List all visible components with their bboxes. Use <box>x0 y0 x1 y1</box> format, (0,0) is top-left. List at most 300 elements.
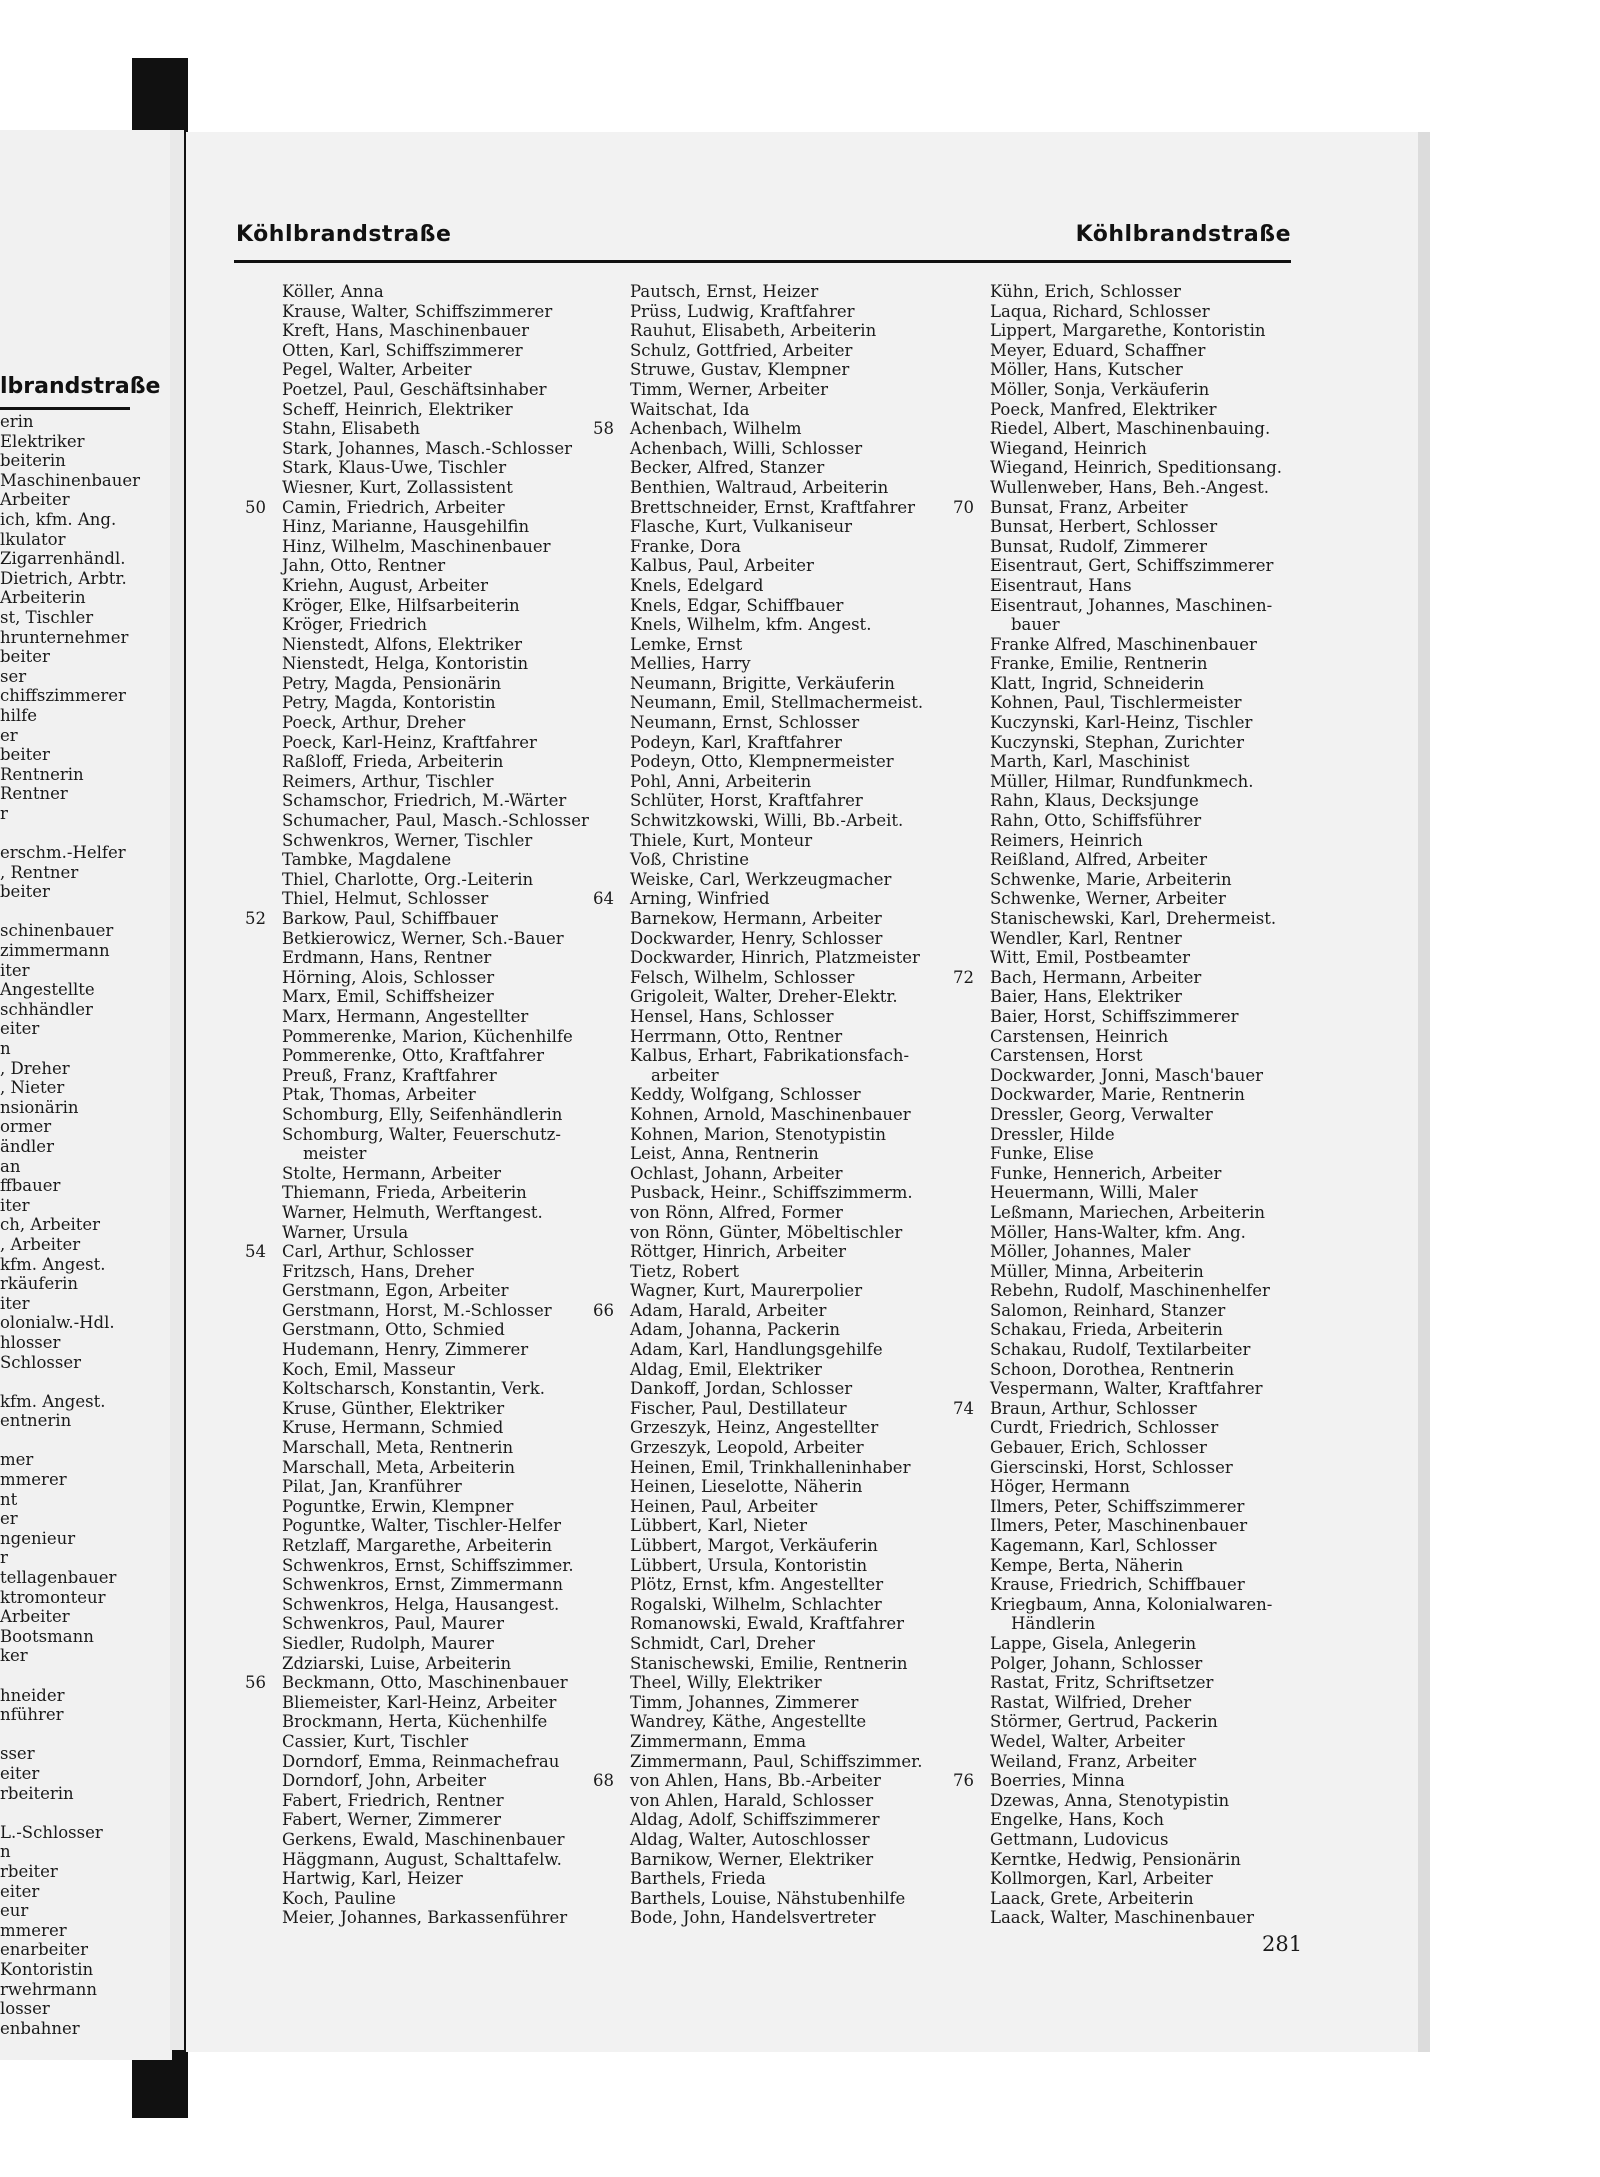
directory-entry <box>953 1771 1282 1791</box>
resident-name: Rahn, Klaus, Decksjunge <box>990 791 1199 811</box>
resident-name: Fabert, Friedrich, Rentner <box>282 1790 504 1810</box>
resident-name: Schwenke, Werner, Arbeiter <box>990 889 1226 909</box>
directory-entry <box>282 1830 589 1850</box>
directory-entry <box>630 674 923 694</box>
directory-entry <box>282 1712 589 1732</box>
house-number: 76 <box>953 1771 974 1791</box>
directory-entry <box>282 596 589 616</box>
resident-name: Kempe, Berta, Näherin <box>990 1555 1184 1575</box>
resident-name: Knels, Edgar, Schiffbauer <box>630 595 844 615</box>
left-page-line: er <box>0 1509 18 1529</box>
resident-name: Retzlaff, Margarethe, Arbeiterin <box>282 1536 553 1555</box>
resident-name: Grzeszyk, Heinz, Angestellter <box>630 1418 879 1438</box>
resident-name: Timm, Werner, Arbeiter <box>630 379 828 399</box>
left-page-line: hrunternehmer <box>0 627 129 647</box>
resident-name: Kalbus, Erhart, Fabrikationsfach- <box>630 1046 910 1066</box>
left-page-line: ändler <box>0 1136 54 1156</box>
resident-name: Weiland, Franz, Arbeiter <box>990 1751 1197 1771</box>
resident-name: Kröger, Friedrich <box>282 615 428 635</box>
directory-entry <box>630 537 923 557</box>
left-page-line: losser <box>0 1999 50 2019</box>
left-page-line: , Rentner <box>0 862 79 882</box>
resident-name: Heinen, Paul, Arbeiter <box>630 1496 818 1516</box>
left-page-line: , Dreher <box>0 1058 70 1078</box>
left-page-line: iter <box>0 1195 30 1215</box>
resident-name: Becker, Alfred, Stanzer <box>630 458 825 478</box>
resident-name: Krause, Walter, Schiffszimmerer <box>282 301 553 321</box>
resident-name: Podeyn, Karl, Kraftfahrer <box>630 732 842 752</box>
resident-name: Rastat, Fritz, Schriftsetzer <box>990 1673 1214 1693</box>
resident-name: Struwe, Gustav, Klempner <box>630 360 850 380</box>
resident-name: Wagner, Kurt, Maurerpolier <box>630 1281 863 1301</box>
left-page-line: ngenieur <box>0 1528 76 1548</box>
directory-entry <box>990 1712 1282 1732</box>
resident-name: Schwenkros, Ernst, Schiffszimmer. <box>282 1555 574 1575</box>
resident-name: Eisentraut, Hans <box>990 575 1132 595</box>
resident-name: Kruse, Hermann, Schmied <box>282 1418 504 1438</box>
directory-entry <box>282 576 589 596</box>
directory-entry <box>990 1752 1282 1772</box>
directory-entry <box>990 341 1282 361</box>
resident-name: Poetzel, Paul, Geschäftsinhaber <box>282 379 547 399</box>
resident-name: Brockmann, Herta, Küchenhilfe <box>282 1712 548 1732</box>
resident-name: Bode, John, Handelsvertreter <box>630 1908 876 1928</box>
directory-entry <box>990 419 1282 439</box>
resident-name: Betkierowicz, Werner, Sch.-Bauer <box>282 928 564 948</box>
directory-entry <box>990 1183 1282 1203</box>
resident-name: Nienstedt, Alfons, Elektriker <box>282 634 522 654</box>
directory-entry <box>630 1320 923 1340</box>
directory-entry <box>630 341 923 361</box>
resident-name: Grigoleit, Walter, Dreher-Elektr. <box>630 987 898 1007</box>
directory-entry <box>282 1105 589 1125</box>
directory-entry <box>282 478 589 498</box>
left-page-line: Rentnerin <box>0 764 84 784</box>
directory-column-3 <box>953 282 1283 1928</box>
resident-name: Vespermann, Walter, Kraftfahrer <box>990 1379 1263 1399</box>
directory-entry <box>282 693 589 713</box>
directory-entry <box>990 1144 1282 1164</box>
directory-entry <box>990 1418 1282 1438</box>
directory-entry <box>630 498 923 518</box>
directory-column-1 <box>245 282 589 1928</box>
directory-entry <box>630 1046 923 1066</box>
left-page-line <box>0 1372 140 1392</box>
resident-name: Fabert, Werner, Zimmerer <box>282 1810 502 1830</box>
directory-entry <box>630 1027 923 1047</box>
resident-name: Lemke, Ernst <box>630 634 743 654</box>
directory-entry <box>990 1027 1282 1047</box>
resident-name: Camin, Friedrich, Arbeiter <box>282 497 505 517</box>
directory-entry <box>593 889 923 909</box>
directory-entry <box>282 1203 589 1223</box>
resident-name: Petry, Magda, Pensionärin <box>282 673 502 693</box>
resident-name: Preuß, Franz, Kraftfahrer <box>282 1065 497 1085</box>
directory-entry <box>990 360 1282 380</box>
directory-entry <box>282 1791 589 1811</box>
resident-name: Dockwarder, Hinrich, Platzmeister <box>630 948 920 968</box>
directory-entry <box>630 831 923 851</box>
directory-entry <box>282 321 589 341</box>
resident-name: Gettmann, Ludovicus <box>990 1829 1169 1849</box>
resident-name: Theel, Willy, Elektriker <box>630 1673 822 1693</box>
directory-entry <box>630 733 923 753</box>
directory-entry <box>245 497 589 518</box>
directory-entry <box>990 400 1282 420</box>
resident-name: Marschall, Meta, Arbeiterin <box>282 1457 516 1477</box>
resident-name: Stahn, Elisabeth <box>282 419 421 439</box>
directory-entry <box>282 654 589 674</box>
directory-entry <box>990 1203 1282 1223</box>
resident-name: Köller, Anna <box>282 282 384 301</box>
left-page-line: Elektriker <box>0 431 85 451</box>
directory-entry <box>630 635 923 655</box>
directory-entry <box>630 596 923 616</box>
resident-name: Curdt, Friedrich, Schlosser <box>990 1418 1219 1438</box>
directory-entry <box>990 791 1282 811</box>
directory-entry <box>593 419 923 439</box>
resident-name: von Ahlen, Harald, Schlosser <box>630 1790 874 1810</box>
left-page-line: enarbeiter <box>0 1940 89 1960</box>
resident-name: Franke, Dora <box>630 536 741 556</box>
resident-name: Reimers, Heinrich <box>990 830 1143 850</box>
house-number: 74 <box>953 1398 974 1418</box>
resident-name: Carl, Arthur, Schlosser <box>282 1242 474 1262</box>
directory-entry <box>630 360 923 380</box>
left-page-line: beiterin <box>0 451 66 471</box>
directory-entry <box>630 1183 923 1203</box>
resident-name: Höger, Hermann <box>990 1477 1130 1497</box>
resident-name: Salomon, Reinhard, Stanzer <box>990 1300 1226 1320</box>
directory-entry <box>282 889 589 909</box>
left-page-line: ormer <box>0 1117 52 1137</box>
resident-name: Schlüter, Horst, Kraftfahrer <box>630 791 863 811</box>
resident-name: Hensel, Hans, Schlosser <box>630 1006 834 1026</box>
directory-entry <box>282 341 589 361</box>
resident-name: Schwenkros, Helga, Hausangest. <box>282 1594 560 1614</box>
resident-name: Dockwarder, Marie, Rentnerin <box>990 1085 1245 1105</box>
directory-entry <box>282 987 589 1007</box>
resident-name: Reißland, Alfred, Arbeiter <box>990 850 1207 870</box>
resident-name: Cassier, Kurt, Tischler <box>282 1731 469 1751</box>
resident-name: Zdziarski, Luise, Arbeiterin <box>282 1653 512 1673</box>
resident-name: Meyer, Eduard, Schaffner <box>990 340 1206 360</box>
directory-entry <box>630 1085 923 1105</box>
directory-entry <box>282 674 589 694</box>
directory-entry <box>990 576 1282 596</box>
directory-entry <box>990 556 1282 576</box>
resident-name: Zimmermann, Paul, Schiffszimmer. <box>630 1751 923 1771</box>
left-page-line: rwehrmann <box>0 1979 98 1999</box>
directory-entry <box>282 1379 589 1399</box>
directory-entry <box>990 929 1282 949</box>
resident-name: Pommerenke, Marion, Küchenhilfe <box>282 1026 573 1046</box>
left-page-line: lkulator <box>0 529 66 549</box>
left-page-line: Arbeiterin <box>0 588 86 608</box>
directory-entry <box>990 733 1282 753</box>
directory-entry <box>630 302 923 322</box>
directory-entry <box>282 1027 589 1047</box>
directory-entry <box>630 1458 923 1478</box>
directory-entry <box>990 1458 1282 1478</box>
directory-entry <box>282 1497 589 1517</box>
directory-entry <box>282 1223 589 1243</box>
directory-entry <box>990 537 1282 557</box>
directory-entry <box>282 1418 589 1438</box>
directory-entry <box>630 909 923 929</box>
resident-name: Engelke, Hans, Koch <box>990 1810 1165 1830</box>
directory-entry <box>990 596 1282 616</box>
directory-entry <box>630 1242 923 1262</box>
resident-name: Benthien, Waltraud, Arbeiterin <box>630 477 889 497</box>
directory-entry <box>630 752 923 772</box>
directory-entry <box>990 693 1282 713</box>
left-page-line: beiter <box>0 882 50 902</box>
resident-name: Poguntke, Walter, Tischler-Helfer <box>282 1516 561 1536</box>
directory-entry <box>630 948 923 968</box>
resident-name: Voß, Christine <box>630 850 750 870</box>
resident-name: Wiegand, Heinrich <box>990 438 1147 458</box>
directory-entry <box>630 1830 923 1850</box>
left-page-line: ker <box>0 1646 28 1666</box>
directory-entry <box>282 517 589 537</box>
resident-name: Barthels, Frieda <box>630 1869 766 1889</box>
resident-name: Raßloff, Frieda, Arbeiterin <box>282 752 504 772</box>
resident-name: Pohl, Anni, Arbeiterin <box>630 771 812 791</box>
resident-name: Waitschat, Ida <box>630 399 750 419</box>
resident-name: von Rönn, Günter, Möbeltischler <box>630 1222 903 1242</box>
directory-entry <box>282 1516 589 1536</box>
resident-name: Jahn, Otto, Rentner <box>282 556 446 576</box>
resident-name: Barthels, Louise, Nähstubenhilfe <box>630 1888 906 1908</box>
left-page-line: entnerin <box>0 1411 72 1431</box>
left-page-line: nsionärin <box>0 1097 79 1117</box>
directory-entry <box>282 1281 589 1301</box>
resident-name: Dressler, Georg, Verwalter <box>990 1104 1213 1124</box>
resident-name: Barkow, Paul, Schiffbauer <box>282 909 498 928</box>
directory-entry <box>630 1791 923 1811</box>
resident-name: Thiel, Charlotte, Org.-Leiterin <box>282 869 534 889</box>
resident-name: Kollmorgen, Karl, Arbeiter <box>990 1869 1213 1889</box>
directory-entry <box>990 1164 1282 1184</box>
left-page-line <box>0 1803 140 1823</box>
resident-name: Zimmermann, Emma <box>630 1731 807 1751</box>
resident-name: Häggmann, August, Schalttafelw. <box>282 1849 562 1869</box>
directory-entry <box>282 1850 589 1870</box>
directory-entry <box>990 1242 1282 1262</box>
directory-entry <box>630 1654 923 1674</box>
resident-name: Stark, Johannes, Masch.-Schlosser <box>282 438 572 458</box>
resident-name: Tambke, Magdalene <box>282 850 452 870</box>
left-page-line: mmerer <box>0 1920 67 1940</box>
resident-name: Wandrey, Käthe, Angestellte <box>630 1712 867 1732</box>
directory-entry <box>990 870 1282 890</box>
resident-name: Neumann, Emil, Stellmachermeist. <box>630 693 924 713</box>
resident-name: Braun, Arthur, Schlosser <box>990 1398 1197 1418</box>
resident-name: Witt, Emil, Postbeamter <box>990 948 1190 968</box>
left-page-line: er <box>0 725 18 745</box>
left-page-line: iter <box>0 960 30 980</box>
left-page-line: erin <box>0 412 34 431</box>
resident-name: Timm, Johannes, Zimmerer <box>630 1692 859 1712</box>
resident-name: Bliemeister, Karl-Heinz, Arbeiter <box>282 1692 557 1712</box>
directory-entry <box>953 1398 1282 1419</box>
left-page-line: tellagenbauer <box>0 1568 117 1588</box>
directory-entry <box>990 713 1282 733</box>
directory-entry <box>990 1850 1282 1870</box>
directory-entry <box>630 1869 923 1889</box>
directory-entry <box>630 870 923 890</box>
resident-name: Hudemann, Henry, Zimmerer <box>282 1340 529 1360</box>
left-page-line: Dietrich, Arbtr. <box>0 568 127 588</box>
directory-entry <box>282 1752 589 1772</box>
resident-name: Felsch, Wilhelm, Schlosser <box>630 967 855 987</box>
directory-entry <box>990 1556 1282 1576</box>
resident-name: bauer <box>990 615 1060 635</box>
resident-name: Gerstmann, Horst, M.-Schlosser <box>282 1300 552 1320</box>
left-page-line: olonialw.-Hdl. <box>0 1313 115 1333</box>
directory-entry <box>282 302 589 322</box>
directory-entry <box>630 478 923 498</box>
directory-entry <box>630 556 923 576</box>
directory-entry <box>990 772 1282 792</box>
left-page-line: eiter <box>0 1019 40 1039</box>
house-number: 66 <box>593 1300 614 1320</box>
directory-entry <box>990 1693 1282 1713</box>
directory-entry <box>282 1144 589 1164</box>
directory-entry <box>630 1595 923 1615</box>
resident-name: Adam, Johanna, Packerin <box>630 1320 841 1340</box>
left-page-line: Bootsmann <box>0 1626 94 1646</box>
directory-entry <box>990 1791 1282 1811</box>
resident-name: Röttger, Hinrich, Arbeiter <box>630 1242 847 1262</box>
resident-name: Scheff, Heinrich, Elektriker <box>282 399 513 419</box>
directory-entry <box>282 1771 589 1791</box>
resident-name: Weiske, Carl, Werkzeugmacher <box>630 869 892 889</box>
resident-name: Heinen, Emil, Trinkhalleninhaber <box>630 1457 911 1477</box>
resident-name: Schamschor, Friedrich, M.-Wärter <box>282 791 567 811</box>
directory-entry <box>630 1281 923 1301</box>
directory-entry <box>990 1516 1282 1536</box>
house-number: 50 <box>245 497 266 517</box>
resident-name: Otten, Karl, Schiffszimmerer <box>282 340 523 360</box>
resident-name: Thiel, Helmut, Schlosser <box>282 889 489 909</box>
resident-name: Reimers, Arthur, Tischler <box>282 771 494 791</box>
resident-name: Barnekow, Hermann, Arbeiter <box>630 909 882 928</box>
left-page-line: st, Tischler <box>0 607 94 627</box>
resident-name: Fischer, Paul, Destillateur <box>630 1398 847 1418</box>
left-page-line: hilfe <box>0 705 38 725</box>
directory-entry <box>630 1556 923 1576</box>
directory-entry <box>630 1360 923 1380</box>
resident-name: Heuermann, Willi, Maler <box>990 1183 1198 1203</box>
left-page-line: ch, Arbeiter <box>0 1215 101 1235</box>
resident-name: Bunsat, Herbert, Schlosser <box>990 517 1218 537</box>
resident-name: Klatt, Ingrid, Schneiderin <box>990 673 1205 693</box>
resident-name: Wiegand, Heinrich, Speditionsang. <box>990 458 1283 478</box>
resident-name: Gerstmann, Otto, Schmied <box>282 1320 505 1340</box>
directory-entry <box>282 1477 589 1497</box>
resident-name: Tietz, Robert <box>630 1261 740 1281</box>
directory-entry <box>630 458 923 478</box>
directory-entry <box>630 1477 923 1497</box>
directory-entry <box>282 1908 589 1928</box>
directory-entry <box>282 1085 589 1105</box>
directory-entry <box>282 1360 589 1380</box>
directory-entry <box>282 1262 589 1282</box>
directory-entry <box>282 282 589 302</box>
directory-entry <box>990 1262 1282 1282</box>
directory-entry <box>245 1673 589 1693</box>
left-page-line: Schlosser <box>0 1352 81 1372</box>
page-gutter <box>170 130 184 2050</box>
left-page-line: iter <box>0 1293 30 1313</box>
left-page-line: schhändler <box>0 999 93 1019</box>
resident-name: Stolte, Hermann, Arbeiter <box>282 1163 501 1183</box>
resident-name: Keddy, Wolfgang, Schlosser <box>630 1085 861 1105</box>
resident-name: Aldag, Emil, Elektriker <box>630 1359 822 1379</box>
left-page-line: an <box>0 1156 21 1176</box>
directory-entry <box>630 1536 923 1556</box>
resident-name: Adam, Harald, Arbeiter <box>630 1300 827 1320</box>
resident-name: Händlerin <box>990 1614 1096 1634</box>
page-header-left: Köhlbrandstraße <box>236 222 452 247</box>
directory-entry <box>990 439 1282 459</box>
resident-name: Pusback, Heinr., Schiffszimmerm. <box>630 1183 913 1203</box>
directory-entry <box>630 380 923 400</box>
resident-name: Schwenkros, Ernst, Zimmermann <box>282 1575 564 1595</box>
resident-name: Grzeszyk, Leopold, Arbeiter <box>630 1438 864 1458</box>
directory-entry <box>282 635 589 655</box>
resident-name: Kalbus, Paul, Arbeiter <box>630 556 814 576</box>
left-page-line: enbahner <box>0 2018 80 2038</box>
resident-name: Kreft, Hans, Maschinenbauer <box>282 321 530 341</box>
directory-entry <box>282 615 589 635</box>
resident-name: Polger, Johann, Schlosser <box>990 1653 1203 1673</box>
directory-entry <box>990 831 1282 851</box>
resident-name: Hinz, Marianne, Hausgehilfin <box>282 517 530 537</box>
directory-entry <box>630 1497 923 1517</box>
resident-name: Rauhut, Elisabeth, Arbeiterin <box>630 321 877 341</box>
directory-entry <box>282 1810 589 1830</box>
directory-entry <box>990 1673 1282 1693</box>
resident-name: Baier, Horst, Schiffszimmerer <box>990 1006 1239 1026</box>
directory-entry <box>990 380 1282 400</box>
directory-entry <box>990 1223 1282 1243</box>
directory-entry <box>990 889 1282 909</box>
resident-name: arbeiter <box>630 1065 719 1085</box>
directory-entry <box>630 1614 923 1634</box>
directory-entry <box>990 909 1282 929</box>
resident-name: Rogalski, Wilhelm, Schlachter <box>630 1594 882 1614</box>
resident-name: Leist, Anna, Rentnerin <box>630 1144 819 1164</box>
directory-entry <box>953 967 1282 988</box>
directory-entry <box>282 1536 589 1556</box>
left-page-line: ser <box>0 666 27 686</box>
resident-name: Knels, Edelgard <box>630 575 764 595</box>
left-page-line: , Nieter <box>0 1078 65 1098</box>
resident-name: Prüss, Ludwig, Kraftfahrer <box>630 301 855 321</box>
resident-name: Kohnen, Marion, Stenotypistin <box>630 1124 886 1144</box>
directory-entry <box>282 1438 589 1458</box>
resident-name: Kröger, Elke, Hilfsarbeiterin <box>282 595 520 615</box>
directory-entry <box>990 302 1282 322</box>
resident-name: Funke, Elise <box>990 1144 1094 1164</box>
resident-name: Gerkens, Ewald, Maschinenbauer <box>282 1829 565 1849</box>
directory-entry <box>630 987 923 1007</box>
resident-name: Kühn, Erich, Schlosser <box>990 282 1181 301</box>
directory-entry <box>282 419 589 439</box>
